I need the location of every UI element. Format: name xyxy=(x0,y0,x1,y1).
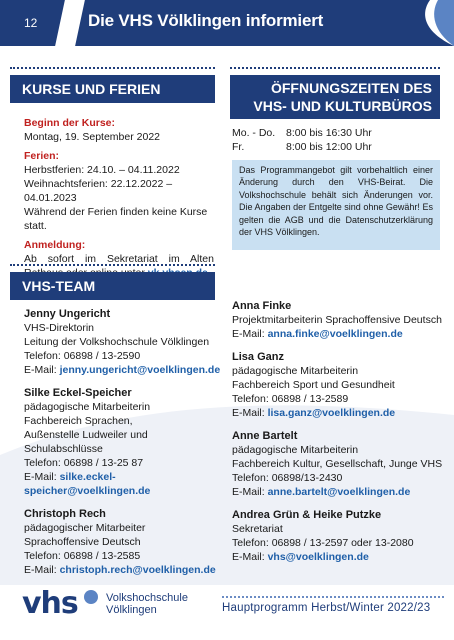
team-left-column xyxy=(24,307,229,586)
kurse-dots xyxy=(10,67,215,69)
beginn-label: Beginn der Kurse: xyxy=(24,117,116,129)
ferien-line: Herbstferien: 24.10. – 04.11.2022 xyxy=(24,164,180,176)
opening-times xyxy=(232,126,372,154)
ferien-label: Ferien: xyxy=(24,150,60,162)
swoosh-decoration xyxy=(420,0,454,46)
footer-dots xyxy=(222,596,444,598)
team-member: Anne Bartelt pädagogische Mitarbeiterin Fachbereich Kultur, Gesellschaft, Junge VHS Telefon: 06898/13-2430 E-Mail: anne.bartelt@voelklingen.de xyxy=(232,430,443,498)
team-member: Silke Eckel-Speicher pädagogische Mitarbeiterin Fachbereich Sprachen, Außenstelle Ludweiler und Schulabschlüsse Telefon: 06898 / 13-25 87 E-Mail: silke.eckel-speicher@voelklingen.de xyxy=(24,387,151,497)
opening-row: Fr. 8:00 bis 12:00 Uhr xyxy=(232,141,372,153)
vhs-logo-mark: vhs xyxy=(22,586,78,621)
logo-text: Volkshochschule Völklingen xyxy=(106,592,188,616)
oeffnung-heading: ÖFFNUNGSZEITEN DES VHS- UND KULTURBÜROS xyxy=(230,75,440,119)
page-title: Die VHS Völklingen informiert xyxy=(88,11,324,30)
beginn-value: Montag, 19. September 2022 xyxy=(24,131,161,143)
email-link[interactable]: vhs@voelklingen.de xyxy=(267,551,369,563)
email-link[interactable]: anne.bartelt@voelklingen.de xyxy=(267,486,411,498)
team-member: Lisa Ganz pädagogische Mitarbeiterin Fachbereich Sport und Gesundheit Telefon: 06898 / 13-2589 E-Mail: lisa.ganz@voelklingen.de xyxy=(232,351,396,419)
opening-row: Mo. - Do. 8:00 bis 16:30 Uhr xyxy=(232,127,372,139)
notice-box: Das Programmangebot gilt vorbehaltlich einer Änderung durch den VHS-Beirat. Die Volkshochschule behält sich Änderungen vor. Die Angaben der Entgelte sind ohne Gewähr! Es gelten die AGB und die Datenschutzerklärung der VHS Völklingen. xyxy=(232,160,440,250)
team-member: Christoph Rech pädagogischer Mitarbeiter Sprachoffensive Deutsch Telefon: 06898 / 13-2585 E-Mail: christoph.rech@voelklingen.de xyxy=(24,508,216,576)
kurse-heading: KURSE UND FERIEN xyxy=(10,75,215,103)
team-member: Jenny Ungericht VHS-Direktorin Leitung der Volkshochschule Völklingen Telefon: 06898 / 13-2590 E-Mail: jenny.ungericht@voelklingen.de xyxy=(24,308,221,376)
page-header xyxy=(0,0,454,46)
logo-dot-icon xyxy=(84,590,98,604)
email-link[interactable]: silke.eckel-speicher@voelklingen.de xyxy=(24,471,151,497)
oeffnung-dots xyxy=(230,67,440,69)
email-link[interactable]: jenny.ungericht@voelklingen.de xyxy=(59,364,221,376)
kurse-content xyxy=(24,116,214,280)
page-number: 12 xyxy=(24,16,38,30)
anmeldung-label: Anmeldung: xyxy=(24,239,86,251)
anmeldung-text: Ab sofort im Sekretariat im Alten xyxy=(24,252,214,280)
email-link[interactable]: lisa.ganz@voelklingen.de xyxy=(267,407,396,419)
team-member: Andrea Grün & Heike Putzke Sekretariat Telefon: 06898 / 13-2597 oder 13-2080 E-Mail: vhs@voelklingen.de xyxy=(232,509,414,563)
ferien-line: Weihnachtsferien: 22.12.2022 – 04.01.2023 xyxy=(24,178,173,204)
email-link[interactable]: anna.finke@voelklingen.de xyxy=(267,328,403,340)
vhs-logo xyxy=(22,586,202,622)
ferien-line: Während der Ferien finden keine Kurse statt. xyxy=(24,206,208,232)
program-title: Hauptprogramm Herbst/Winter 2022/23 xyxy=(222,602,431,614)
team-right-column xyxy=(232,299,447,573)
email-link[interactable]: christoph.rech@voelklingen.de xyxy=(59,564,216,576)
team-dots xyxy=(10,264,215,266)
team-member: Anna Finke Projektmitarbeiterin Sprachoffensive Deutsch E-Mail: anna.finke@voelklingen.de xyxy=(232,300,442,340)
team-heading: VHS-TEAM xyxy=(10,272,215,300)
